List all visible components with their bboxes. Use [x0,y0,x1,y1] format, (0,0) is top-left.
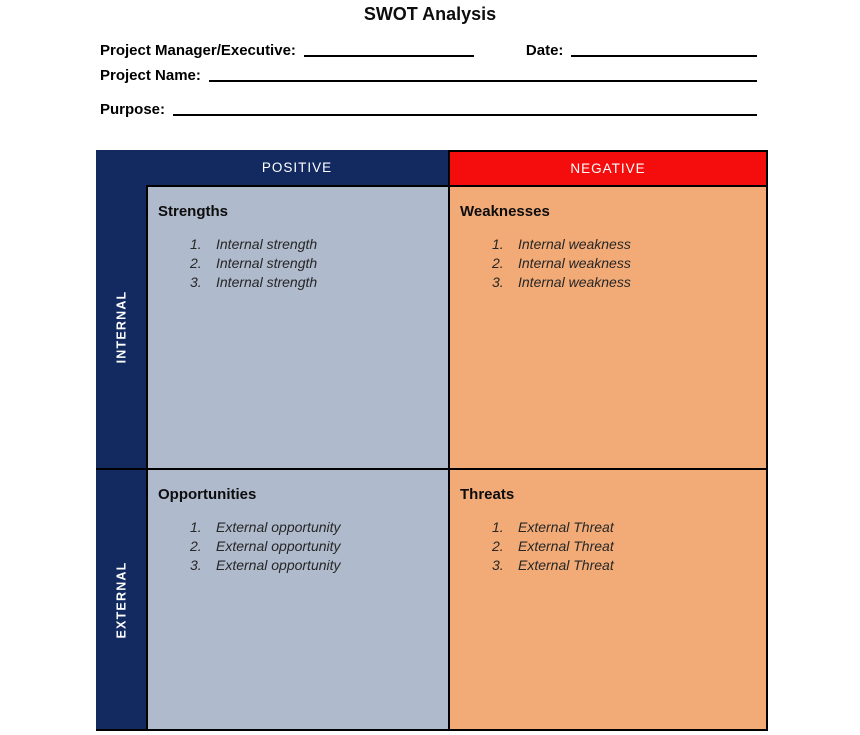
project-name-row [100,67,757,84]
list-item: External opportunity [216,538,341,554]
list-item: Internal weakness [518,236,631,252]
threats-list [492,518,756,575]
list-item: External Threat [518,538,614,554]
threats-heading: Threats [460,486,515,503]
project-name-blank-line [209,79,757,82]
list-item: Internal strength [216,236,318,252]
date-label: Date: [525,42,564,59]
manager-date-row [100,42,757,59]
opportunities-heading: Opportunities [158,486,257,503]
list-item: Internal strength [216,274,318,290]
list-item: External opportunity [216,519,341,535]
project-name-label: Project Name: [100,67,201,84]
purpose-row [100,101,757,118]
project-manager-label: Project Manager/Executive: [100,42,296,59]
threats-quadrant [448,470,768,731]
purpose-blank-line [173,113,757,116]
weaknesses-quadrant [448,185,768,470]
external-row-header [96,470,146,731]
list-item: External Threat [518,557,614,573]
negative-header-label: NEGATIVE [570,161,646,176]
negative-column-header [448,150,768,185]
list-item: External opportunity [216,557,341,573]
positive-header-label: POSITIVE [261,160,333,175]
strengths-heading: Strengths [158,203,229,220]
list-item: External Threat [518,519,614,535]
external-row-label: EXTERNAL [114,561,128,638]
internal-row-label: INTERNAL [114,290,129,363]
page-title: SWOT Analysis [363,4,497,24]
weaknesses-heading: Weaknesses [460,203,550,220]
opportunities-list [190,518,438,575]
swot-matrix [96,150,768,731]
list-item: Internal weakness [518,255,631,271]
opportunities-quadrant [146,470,448,731]
weaknesses-list [492,235,756,292]
internal-row-header [96,185,146,470]
strengths-list [190,235,438,292]
positive-column-header [146,150,448,185]
purpose-label: Purpose: [100,101,166,118]
project-manager-blank-line [304,54,474,57]
list-item: Internal strength [216,255,318,271]
header-corner-spacer [96,150,146,185]
date-blank-line [571,54,757,57]
list-item: Internal weakness [518,274,631,290]
strengths-quadrant [146,185,448,470]
